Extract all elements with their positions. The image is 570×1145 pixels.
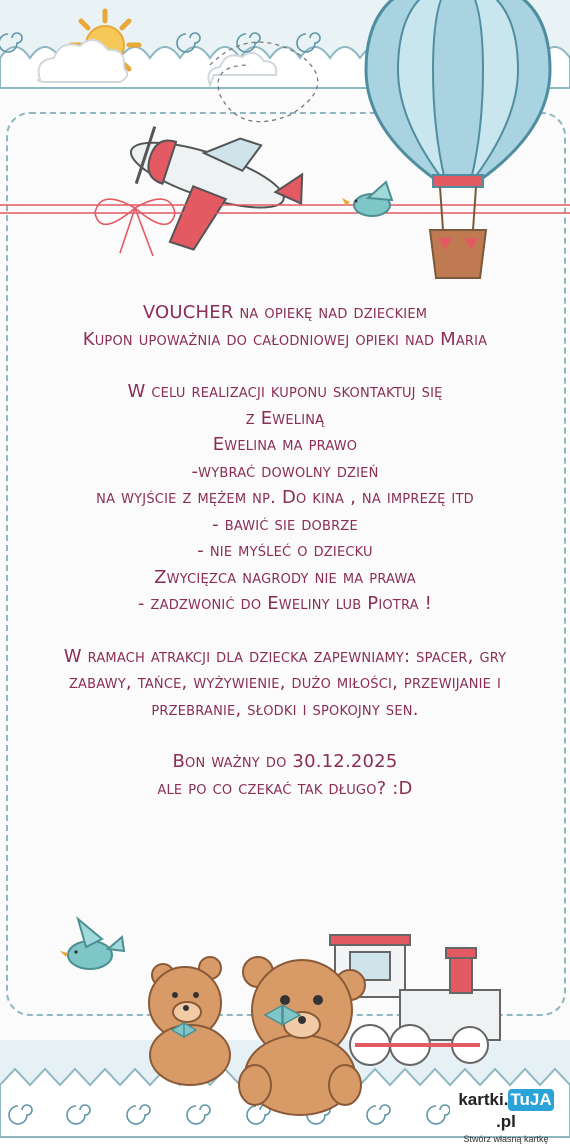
text-line: Ewelina ma prawo [212,434,358,455]
text-line: na wyjście z mężem np. Do kina , na imprezę itd [96,487,474,508]
subtitle-line: Kupon upoważnia do całodniowej opieki nad Maria [82,328,488,350]
kartki-logo[interactable] [450,1089,562,1144]
text-line: Zwycięzca nagrody nie ma prawa [154,566,416,588]
text-line: przebranie, słodki i spokojny sen. [151,698,419,720]
text-line: - nie myśleć o dziecku [197,540,373,561]
text-line: -wybrać dowolny dzień [191,460,379,482]
text-line: - bawić sie dobrze [212,513,358,535]
logo-tagline: Stwórz własną kartkę [463,1134,549,1144]
text-line: zabawy, tańce, wyżywienie, dużo miłości, przewijanie i [68,672,502,693]
text-line: W ramach atrakcji dla dziecka zapewniamy: spacer, gry [63,645,507,667]
text-line: - zadzwonić do Eweliny lub Piotra ! [137,593,433,614]
text-line: z Eweliną [245,407,325,429]
text-line: W celu realizacji kuponu skontaktuj się [127,381,443,402]
validity-line: Bon ważny do 30.12.2025 [172,751,398,772]
logo-brand: kartki. TuJA.pl [458,1090,552,1131]
closing-line: ale po co czekać tak długo? :D [157,777,413,799]
title-line: VOUCHER na opiekę nad dzieckiem [142,302,428,323]
